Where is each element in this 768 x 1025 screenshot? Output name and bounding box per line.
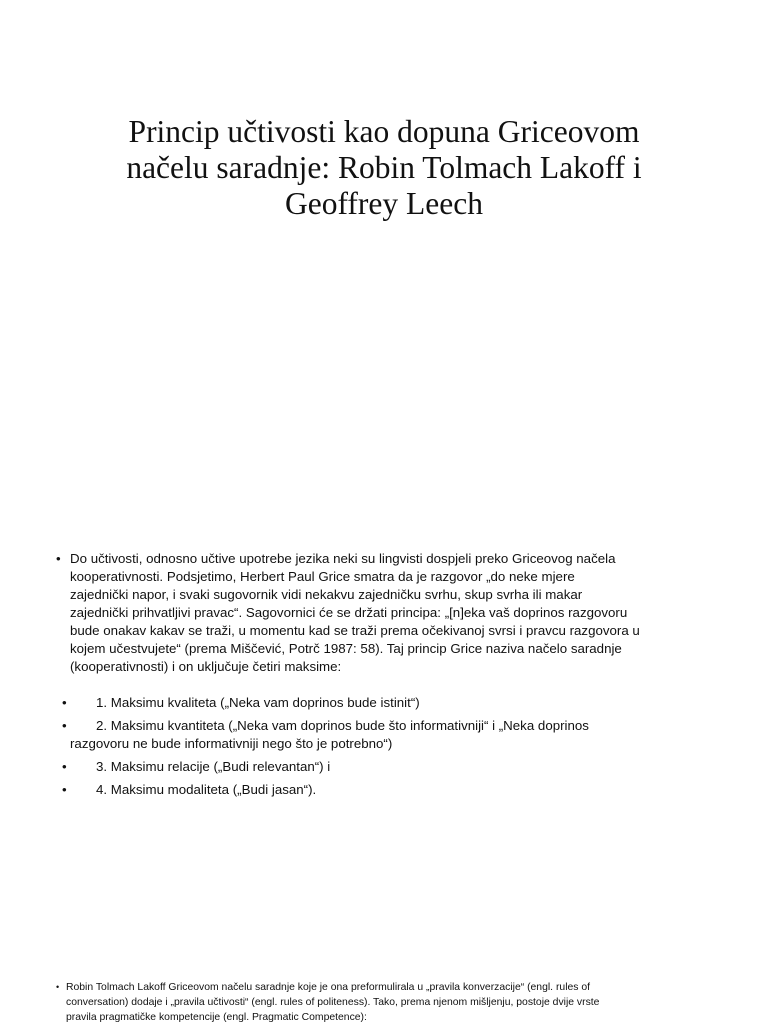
footnote-line: Robin Tolmach Lakoff Griceovom načelu saradnje koje je ona preformulirala u „pravila konverzacije“ (engl. rules of <box>66 982 591 993</box>
footnote-line: pravila pragmatičke kompetencije (engl. Pragmatic Competence): <box>66 1012 367 1023</box>
paragraph-line: kooperativnosti. Podsjetimo, Herbert Paul Grice smatra da je razgovor „do neke mjere <box>70 569 575 584</box>
title-line: Geoffrey Leech <box>285 186 483 221</box>
maxim-text: 2. Maksimu kvantiteta („Neka vam doprinos bude što informativniji“ i „Neka doprinos <box>96 718 589 733</box>
list-item <box>56 758 716 776</box>
bullet-marker: • <box>56 982 60 992</box>
paragraph-line: zajednički prihvatljivi pravac“. Sagovornici će se držati principa: „[n]eka vaš doprinos razgovoru <box>70 605 628 620</box>
bullet-marker: • <box>62 759 67 774</box>
bullet-marker: • <box>62 718 67 733</box>
bullet-marker: • <box>62 782 67 797</box>
maxim-text-continued: razgovoru ne bude informativniji nego što je potrebno“) <box>70 736 393 751</box>
list-item <box>56 717 716 753</box>
footnote-line: conversation) dodaje i „pravila učtivosti“ (engl. rules of politeness). Tako, prema njenom mišljenju, postoje dvije vrste <box>66 997 600 1008</box>
paragraph-line: bude onakav kakav se traži, u momentu kad se traži prema očekivanoj svrsi i pravcu razgovora u <box>70 623 640 638</box>
title-line: načelu saradnje: Robin Tolmach Lakoff i <box>126 150 642 185</box>
maxims-list <box>56 694 716 799</box>
paragraph-line: Do učtivosti, odnosno učtive upotrebe jezika neki su lingvisti dospjeli preko Griceovog načela <box>70 551 616 566</box>
footnote <box>56 980 736 1025</box>
paragraph-line: kojem učestvujete“ (prema Miščević, Potrč 1987: 58). Taj princip Grice naziva načelo saradnje <box>70 641 622 656</box>
title-line: Princip učtivosti kao dopuna Griceovom <box>128 114 640 149</box>
page-title <box>100 114 668 222</box>
intro-paragraph <box>56 550 716 676</box>
maxim-text: 3. Maksimu relacije („Budi relevantan“) i <box>96 759 331 774</box>
list-item <box>56 781 716 799</box>
main-content <box>56 550 716 804</box>
maxim-text: 1. Maksimu kvaliteta („Neka vam doprinos bude istinit“) <box>96 695 420 710</box>
paragraph-line: zajednički napor, i svaki sugovornik vidi nekakvu zajedničku svrhu, skup svrha ili makar <box>70 587 583 602</box>
bullet-marker: • <box>62 695 67 710</box>
bullet-marker: • <box>56 551 61 566</box>
paragraph-line: (kooperativnosti) i on uključuje četiri maksime: <box>70 659 342 674</box>
list-item <box>56 694 716 712</box>
maxim-text: 4. Maksimu modaliteta („Budi jasan“). <box>96 782 317 797</box>
